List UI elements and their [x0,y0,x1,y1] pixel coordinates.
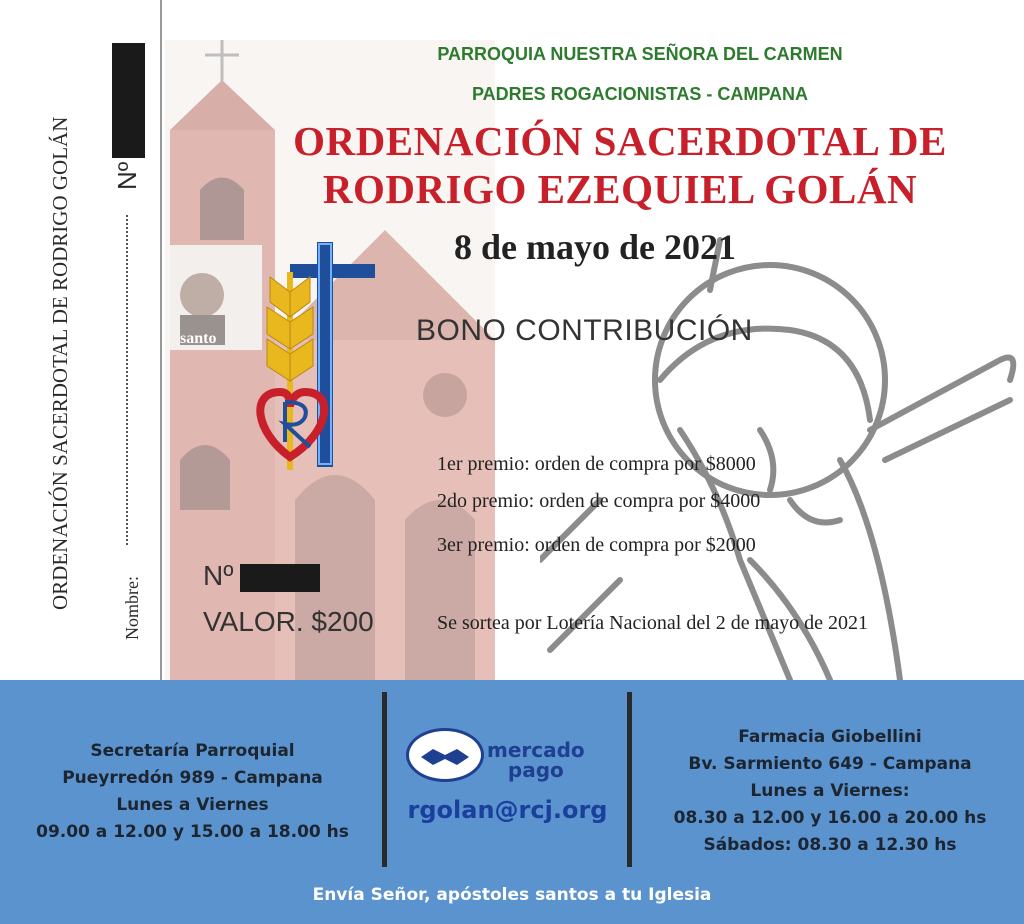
footer-divider-right [627,692,632,867]
ordination-date: 8 de mayo de 2021 [454,227,736,267]
farmacia-address: Bv. Sarmiento 649 - Campana [688,754,972,774]
stub-number-label: Nº [112,161,142,190]
ticket-number-label: Nº [203,560,234,591]
mercadopago-brand-line2: pago [507,758,564,782]
prize-3: 3er premio: orden de compra por $2000 [437,534,756,556]
secretaria-hours: 09.00 a 12.00 y 15.00 a 18.00 hs [36,822,349,842]
farmacia-saturday: Sábados: 08.30 a 12.30 hs [703,835,957,855]
order-name: PADRES ROGACIONISTAS - CAMPANA [471,84,808,104]
rogationist-logo [255,242,380,477]
ticket-value: VALOR. $200 [203,606,374,637]
farmacia-hours: 08.30 a 12.00 y 16.00 a 20.00 hs [673,808,987,828]
footer-divider-left [382,692,387,867]
stub-number-redaction [112,43,145,158]
info-footer [0,680,1024,924]
farmacia-info [640,724,1020,859]
stub-title: ORDENACIÓN SACERDOTAL DE RODRIGO GOLÁN [48,116,72,610]
farmacia-name: Farmacia Giobellini [738,727,922,747]
stub-name-line [126,215,128,545]
ticket-number-redaction [240,564,320,592]
mercadopago-logo [406,728,484,782]
mercadopago-brand [487,740,585,780]
bono-contribucion-label: BONO CONTRIBUCIÓN [416,314,753,347]
mercadopago-brand-line1: mercado [487,738,585,762]
perforation-line [160,0,162,680]
secretaria-address: Pueyrredón 989 - Campana [62,768,323,788]
prize-2: 2do premio: orden de compra por $4000 [437,490,761,512]
prize-1: 1er premio: orden de compra por $8000 [437,453,756,475]
ticket-stub [0,0,165,680]
parish-name: PARROQUIA NUESTRA SEÑORA DEL CARMEN [437,44,843,64]
secretaria-days: Lunes a Viernes [116,795,269,815]
secretaria-name: Secretaría Parroquial [90,741,295,761]
contact-email[interactable]: rgolan@rcj.org [407,796,608,824]
secretaria-info [10,738,375,846]
title-line-2: RODRIGO EZEQUIEL GOLÁN [322,166,918,212]
church-banner-text: santo [180,330,217,347]
stub-name-label: Nombre: [122,576,142,640]
handshake-icon [409,731,481,779]
draw-info: Se sortea por Lotería Nacional del 2 de mayo de 2021 [437,612,868,634]
farmacia-days: Lunes a Viernes: [750,781,910,801]
motto: Envía Señor, apóstoles santos a tu Iglesia [312,885,712,905]
title-line-1: ORDENACIÓN SACERDOTAL DE [293,118,947,164]
